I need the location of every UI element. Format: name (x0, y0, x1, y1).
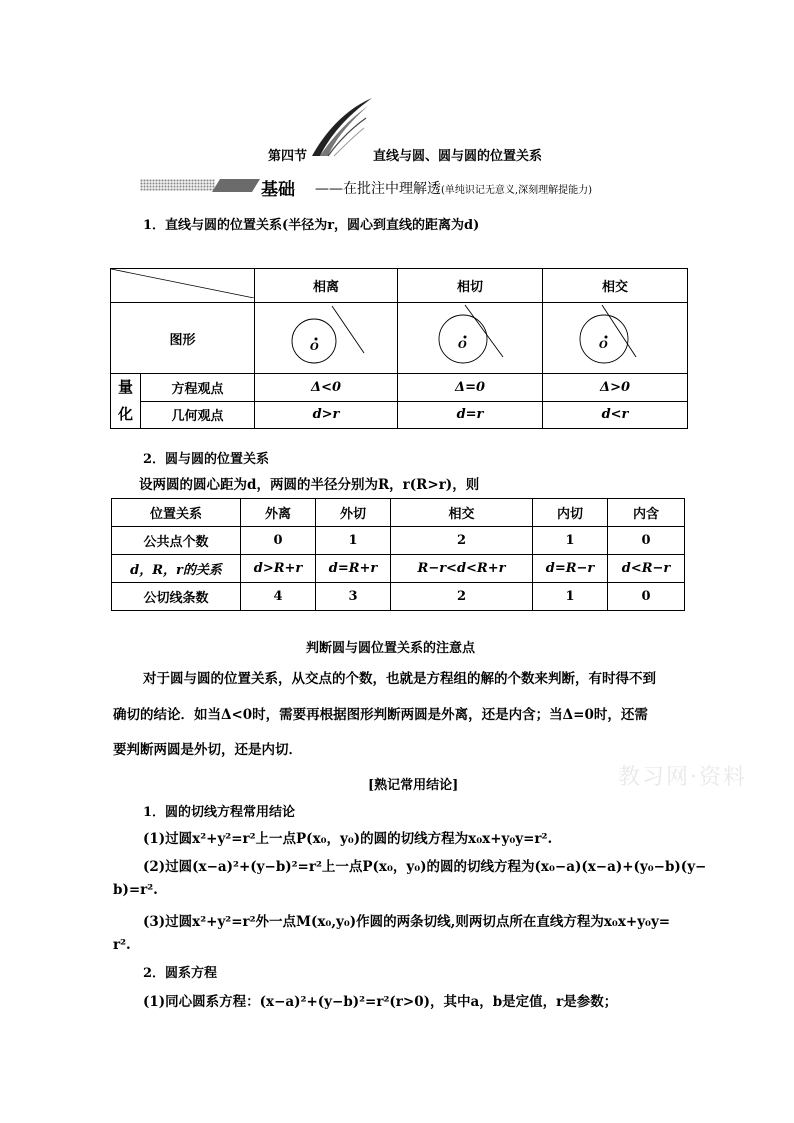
circle-line-tangent-figure (399, 303, 541, 369)
figure-tangent-cell (398, 303, 543, 374)
cell-geo-separate: d>r (255, 401, 398, 429)
quantify-label-2: 化 (117, 405, 133, 423)
figure-separate-cell (255, 303, 398, 374)
section-swoosh-icon (310, 96, 374, 160)
diagonal-line (111, 269, 254, 298)
cell-eq-intersect: Δ>0 (543, 374, 688, 402)
cc-points-contain: 0 (608, 527, 685, 555)
circle-line-separate-figure (256, 303, 396, 369)
cc-rel-int-tangent: d=R−r (533, 555, 608, 583)
section-number: 第四节 (268, 149, 308, 164)
cc-header-position: 位置关系 (112, 499, 241, 527)
conclusion-2-line-1: (2)过圆(x−a)²+(y−b)²=r²上一点P(x₀，y₀)的圆的切线方程为(x₀−a)(x−a)+(y₀−b)(y− (143, 859, 707, 875)
cc-tan-ext-tangent: 3 (316, 583, 391, 611)
diagonal-header-cell (111, 269, 255, 303)
cc-points-outside: 0 (241, 527, 316, 555)
section1-heading: 1．直线与圆的位置关系(半径为r，圆心到直线的距离为d) (143, 218, 480, 233)
line-circle-table (110, 268, 688, 429)
note-line-3: 要判断两圆是外切，还是内切． (113, 742, 302, 758)
cc-rel-ext-tangent: d=R+r (316, 555, 391, 583)
cell-geo-intersect: d<r (543, 401, 688, 429)
cc-tan-intersect: 2 (391, 583, 533, 611)
cell-eq-separate: Δ<0 (255, 374, 398, 402)
common-heading-2: 2．圆系方程 (143, 966, 218, 981)
banner-bar-icon (212, 179, 260, 192)
cc-rel-contain: d<R−r (608, 555, 685, 583)
cc-header-intersect: 相交 (391, 499, 533, 527)
row-label-geometry: 几何观点 (141, 401, 255, 429)
cc-row-label-relation: d，R，r的关系 (112, 555, 241, 583)
cc-tan-contain: 0 (608, 583, 685, 611)
conclusion-2-line-2: b)=r². (113, 882, 158, 898)
figure-intersect-cell (543, 303, 688, 374)
note-title: 判断圆与圆位置关系的注意点 (306, 641, 476, 656)
watermark: 教习网·资料 (618, 765, 747, 790)
col-header-separate: 相离 (255, 269, 398, 303)
common-heading-1: 1．圆的切线方程常用结论 (143, 805, 296, 820)
col-header-intersect: 相交 (543, 269, 688, 303)
section2-heading: 2．圆与圆的位置关系 (143, 452, 270, 467)
cc-tan-outside: 4 (241, 583, 316, 611)
section-title: 直线与圆、圆与圆的位置关系 (373, 149, 543, 164)
cell-geo-tangent: d=r (398, 401, 543, 429)
conclusion-1: (1)过圆x²+y²=r²上一点P(x₀，y₀)的圆的切线方程为x₀x+y₀y=r². (143, 831, 553, 847)
note-line-2: 确切的结论．如当Δ<0时，需要再根据图形判断两圆是外离，还是内含；当Δ=0时，还需 (113, 707, 648, 723)
row-label-equation: 方程观点 (141, 374, 255, 402)
circle-line-intersect-figure (544, 303, 686, 369)
system-1: (1)同心圆系方程：(x−a)²+(y−b)²=r²(r>0)，其中a，b是定值，r是参数； (143, 994, 618, 1010)
banner-dots (140, 179, 215, 191)
cc-header-contain: 内含 (608, 499, 685, 527)
cc-tan-int-tangent: 1 (533, 583, 608, 611)
figure-label: 图形 (111, 303, 255, 374)
cell-eq-tangent: Δ=0 (398, 374, 543, 402)
cc-row-label-tangents: 公切线条数 (112, 583, 241, 611)
figure-center-label-1: O (310, 342, 319, 353)
col-header-tangent: 相切 (398, 269, 543, 303)
banner-tagline-text: ——在批注中理解透 (315, 181, 441, 197)
quantify-label-1: 量 (117, 378, 133, 396)
conclusion-3-line-2: r². (113, 937, 131, 953)
conclusion-3-line-1: (3)过圆x²+y²=r²外一点M(x₀,y₀)作圆的两条切线,则两切点所在直线方程为x₀x+y₀y= (143, 914, 671, 930)
common-title: [熟记常用结论] (368, 778, 459, 793)
cc-header-ext-tangent: 外切 (316, 499, 391, 527)
banner-title: 基础 (261, 180, 295, 200)
cc-rel-intersect: R−r<d<R+r (391, 555, 533, 583)
banner-tagline (315, 178, 592, 198)
figure-center-label-2: O (458, 340, 467, 351)
note-line-1: 对于圆与圆的位置关系，从交点的个数，也就是方程组的解的个数来判断，有时得不到 (143, 671, 656, 687)
figure-center-label-3: O (599, 340, 608, 351)
circle-circle-table (111, 498, 685, 611)
cc-rel-outside: d>R+r (241, 555, 316, 583)
banner-note: (单纯识记无意义,深刻理解提能力) (441, 185, 592, 196)
cc-points-ext-tangent: 1 (316, 527, 391, 555)
cc-header-int-tangent: 内切 (533, 499, 608, 527)
cc-row-label-points: 公共点个数 (112, 527, 241, 555)
cc-points-intersect: 2 (391, 527, 533, 555)
cc-header-outside: 外离 (241, 499, 316, 527)
cc-points-int-tangent: 1 (533, 527, 608, 555)
quantify-label (111, 374, 141, 429)
section2-intro: 设两圆的圆心距为d，两圆的半径分别为R，r(R>r)，则 (139, 477, 480, 493)
